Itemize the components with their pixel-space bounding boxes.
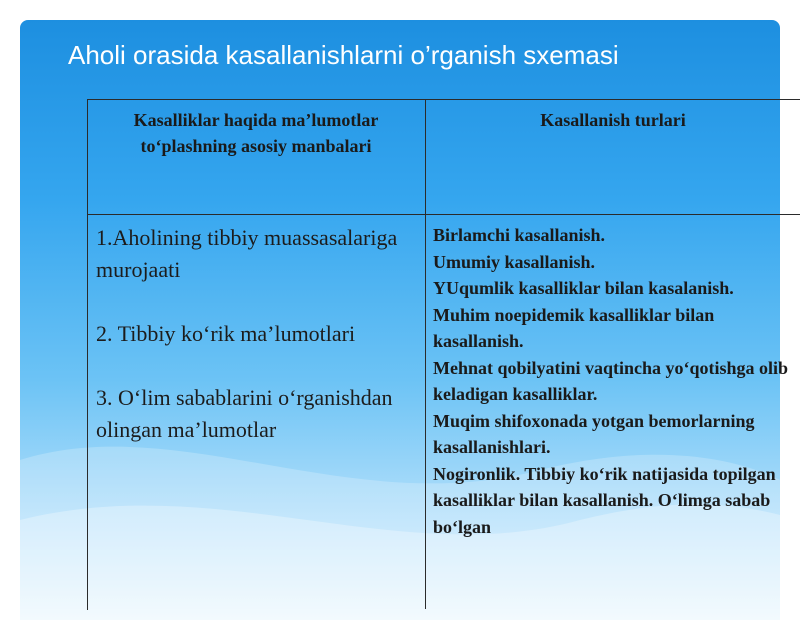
column-header-types: Kasallanish turlari <box>540 110 686 130</box>
column-divider <box>425 99 426 609</box>
source-item: 2. Tibbiy ko‘rik ma’lumotlari <box>96 321 356 346</box>
disease-types-list <box>433 222 793 540</box>
disease-type-item: Umumiy kasallanish. <box>433 251 596 272</box>
slide-title: Aholi orasida kasallanishlarni o’rganish sxemasi <box>68 40 619 70</box>
source-item: 1.Aholining tibbiy muassasalariga murojaati <box>96 225 398 282</box>
disease-type-item: Muhim noepidemik kasalliklar bilan kasallanish. <box>433 304 715 351</box>
disease-type-item: Nogironlik. Tibbiy ko‘rik natijasida topilgan kasalliklar bilan kasallanish. O‘limga sabab bo‘lgan <box>433 463 776 537</box>
disease-type-item: Muqim shifoxonada yotgan bemorlarning kasallanishlari. <box>433 410 755 457</box>
source-item: 3. O‘lim sabablarini o‘rganishdan olingan ma’lumotlar <box>96 385 393 442</box>
disease-type-item: Birlamchi kasallanish. <box>433 225 606 245</box>
sources-list <box>96 222 422 478</box>
disease-type-item: Mehnat qobilyatini vaqtincha yo‘qotishga olib keladigan kasalliklar. <box>433 357 789 404</box>
disease-type-item: YUqumlik kasalliklar bilan kasalanish. <box>433 278 734 298</box>
header-divider <box>87 214 800 215</box>
column-header-sources: Kasalliklar haqida ma’lumotlar to‘plashning asosiy manbalari <box>133 110 379 156</box>
